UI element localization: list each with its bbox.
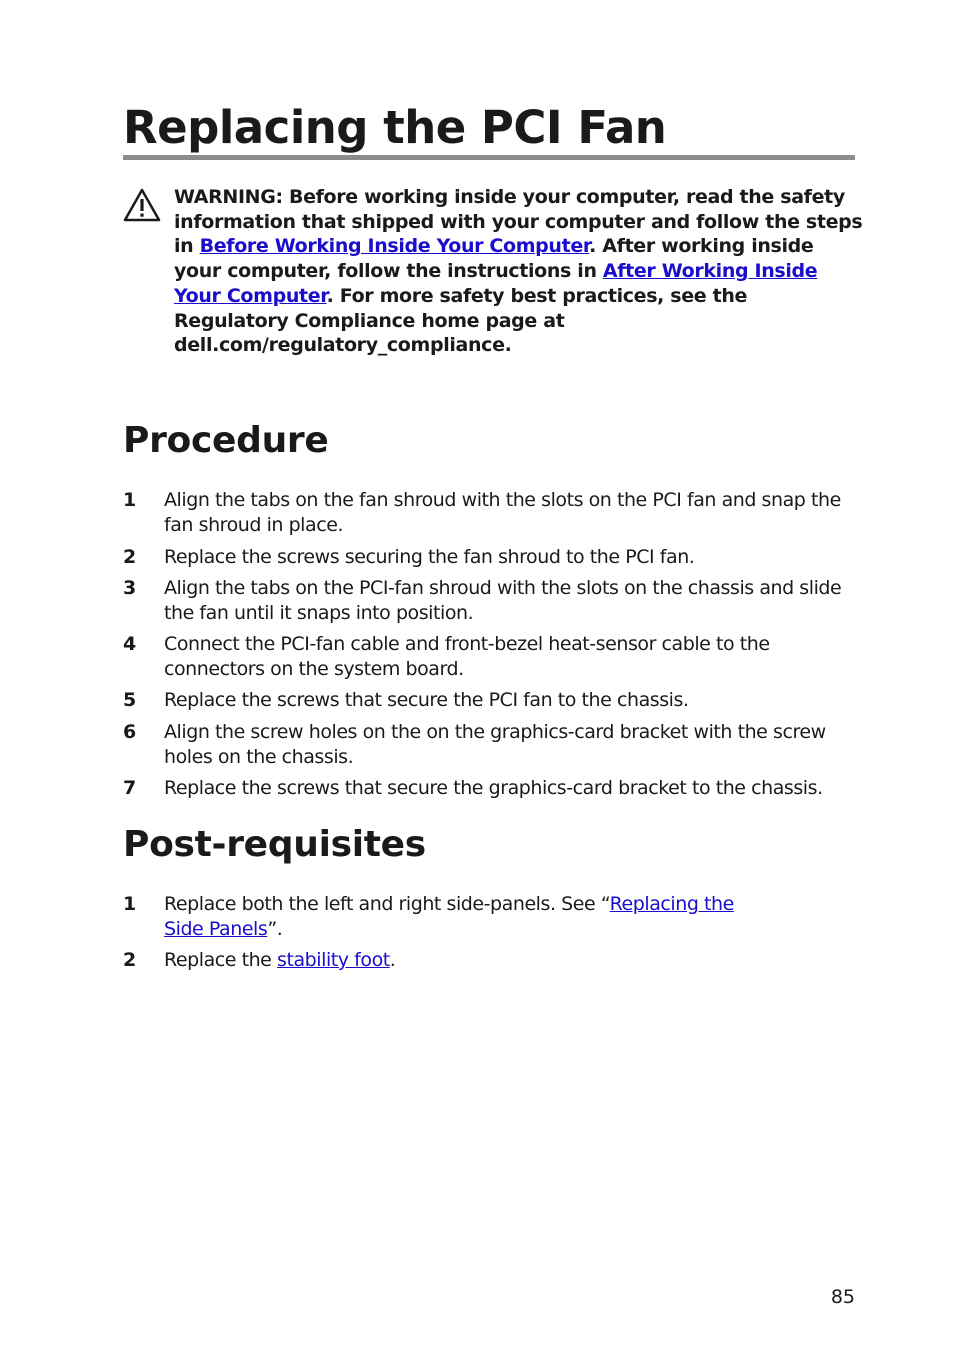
step-number: 6: [123, 721, 136, 743]
procedure-step: [123, 576, 863, 626]
before-working-link[interactable]: Before Working Inside Your Computer: [199, 235, 590, 258]
step-text: Align the tabs on the fan shroud with the slots on the PCI fan and snap the fan shroud in place.: [164, 489, 841, 536]
procedure-step: [123, 776, 863, 801]
step-text: Align the screw holes on the on the graphics-card bracket with the screw holes on the chassis.: [164, 721, 826, 768]
step-number: 5: [123, 689, 136, 711]
procedure-step: [123, 488, 863, 538]
procedure-steps: [123, 488, 863, 801]
post-requisites-steps: [123, 892, 803, 973]
step-number: 7: [123, 777, 136, 799]
step-number: 1: [123, 893, 136, 915]
step-number: 2: [123, 949, 136, 971]
warning-text-1: WARNING: Before working inside your computer, read the safety information that shipped with your computer and follow the steps in: [174, 186, 863, 258]
step-text: Align the tabs on the PCI-fan shroud with the slots on the chassis and slide the fan until it snaps into position.: [164, 577, 842, 624]
step-text: Replace the screws securing the fan shroud to the PCI fan.: [164, 546, 695, 568]
step-number: 1: [123, 489, 136, 511]
after-working-link[interactable]: After Working Inside Your Computer: [174, 260, 818, 307]
post-requisites-heading: Post-requisites: [123, 824, 426, 865]
step-number: 4: [123, 633, 136, 655]
procedure-step: [123, 688, 863, 713]
warning-triangle-icon: [123, 188, 161, 222]
procedure-heading: Procedure: [123, 420, 329, 461]
post-requisite-step: [123, 892, 803, 942]
step-text-end: .: [389, 949, 396, 971]
replacing-side-panels-link[interactable]: Replacing the Side Panels: [164, 893, 734, 940]
stability-foot-link[interactable]: stability foot: [277, 949, 390, 971]
warning-text-3: . For more safety best practices, see the Regulatory Compliance home page at dell.com/regulatory_compliance.: [174, 284, 748, 357]
page-number: 85: [830, 1286, 855, 1308]
step-text-end: ”.: [267, 918, 283, 940]
step-text: Connect the PCI-fan cable and front-bezel heat-sensor cable to the connectors on the system board.: [164, 633, 770, 680]
procedure-step: [123, 720, 863, 770]
step-text: Replace the screws that secure the graphics-card bracket to the chassis.: [164, 777, 823, 799]
title-underline: [123, 155, 855, 160]
step-text: Replace the screws that secure the PCI fan to the chassis.: [164, 689, 689, 711]
procedure-step: [123, 632, 863, 682]
warning-text-2: . After working inside your computer, follow the instructions in: [174, 235, 814, 283]
step-text: Replace both the left and right side-panels. See “: [164, 893, 610, 915]
step-number: 3: [123, 577, 136, 599]
page-title: Replacing the PCI Fan: [123, 101, 667, 154]
procedure-step: [123, 545, 863, 570]
step-text: Replace the: [164, 949, 278, 971]
warning-note: [174, 185, 864, 358]
step-number: 2: [123, 546, 136, 568]
post-requisite-step: [123, 948, 803, 973]
